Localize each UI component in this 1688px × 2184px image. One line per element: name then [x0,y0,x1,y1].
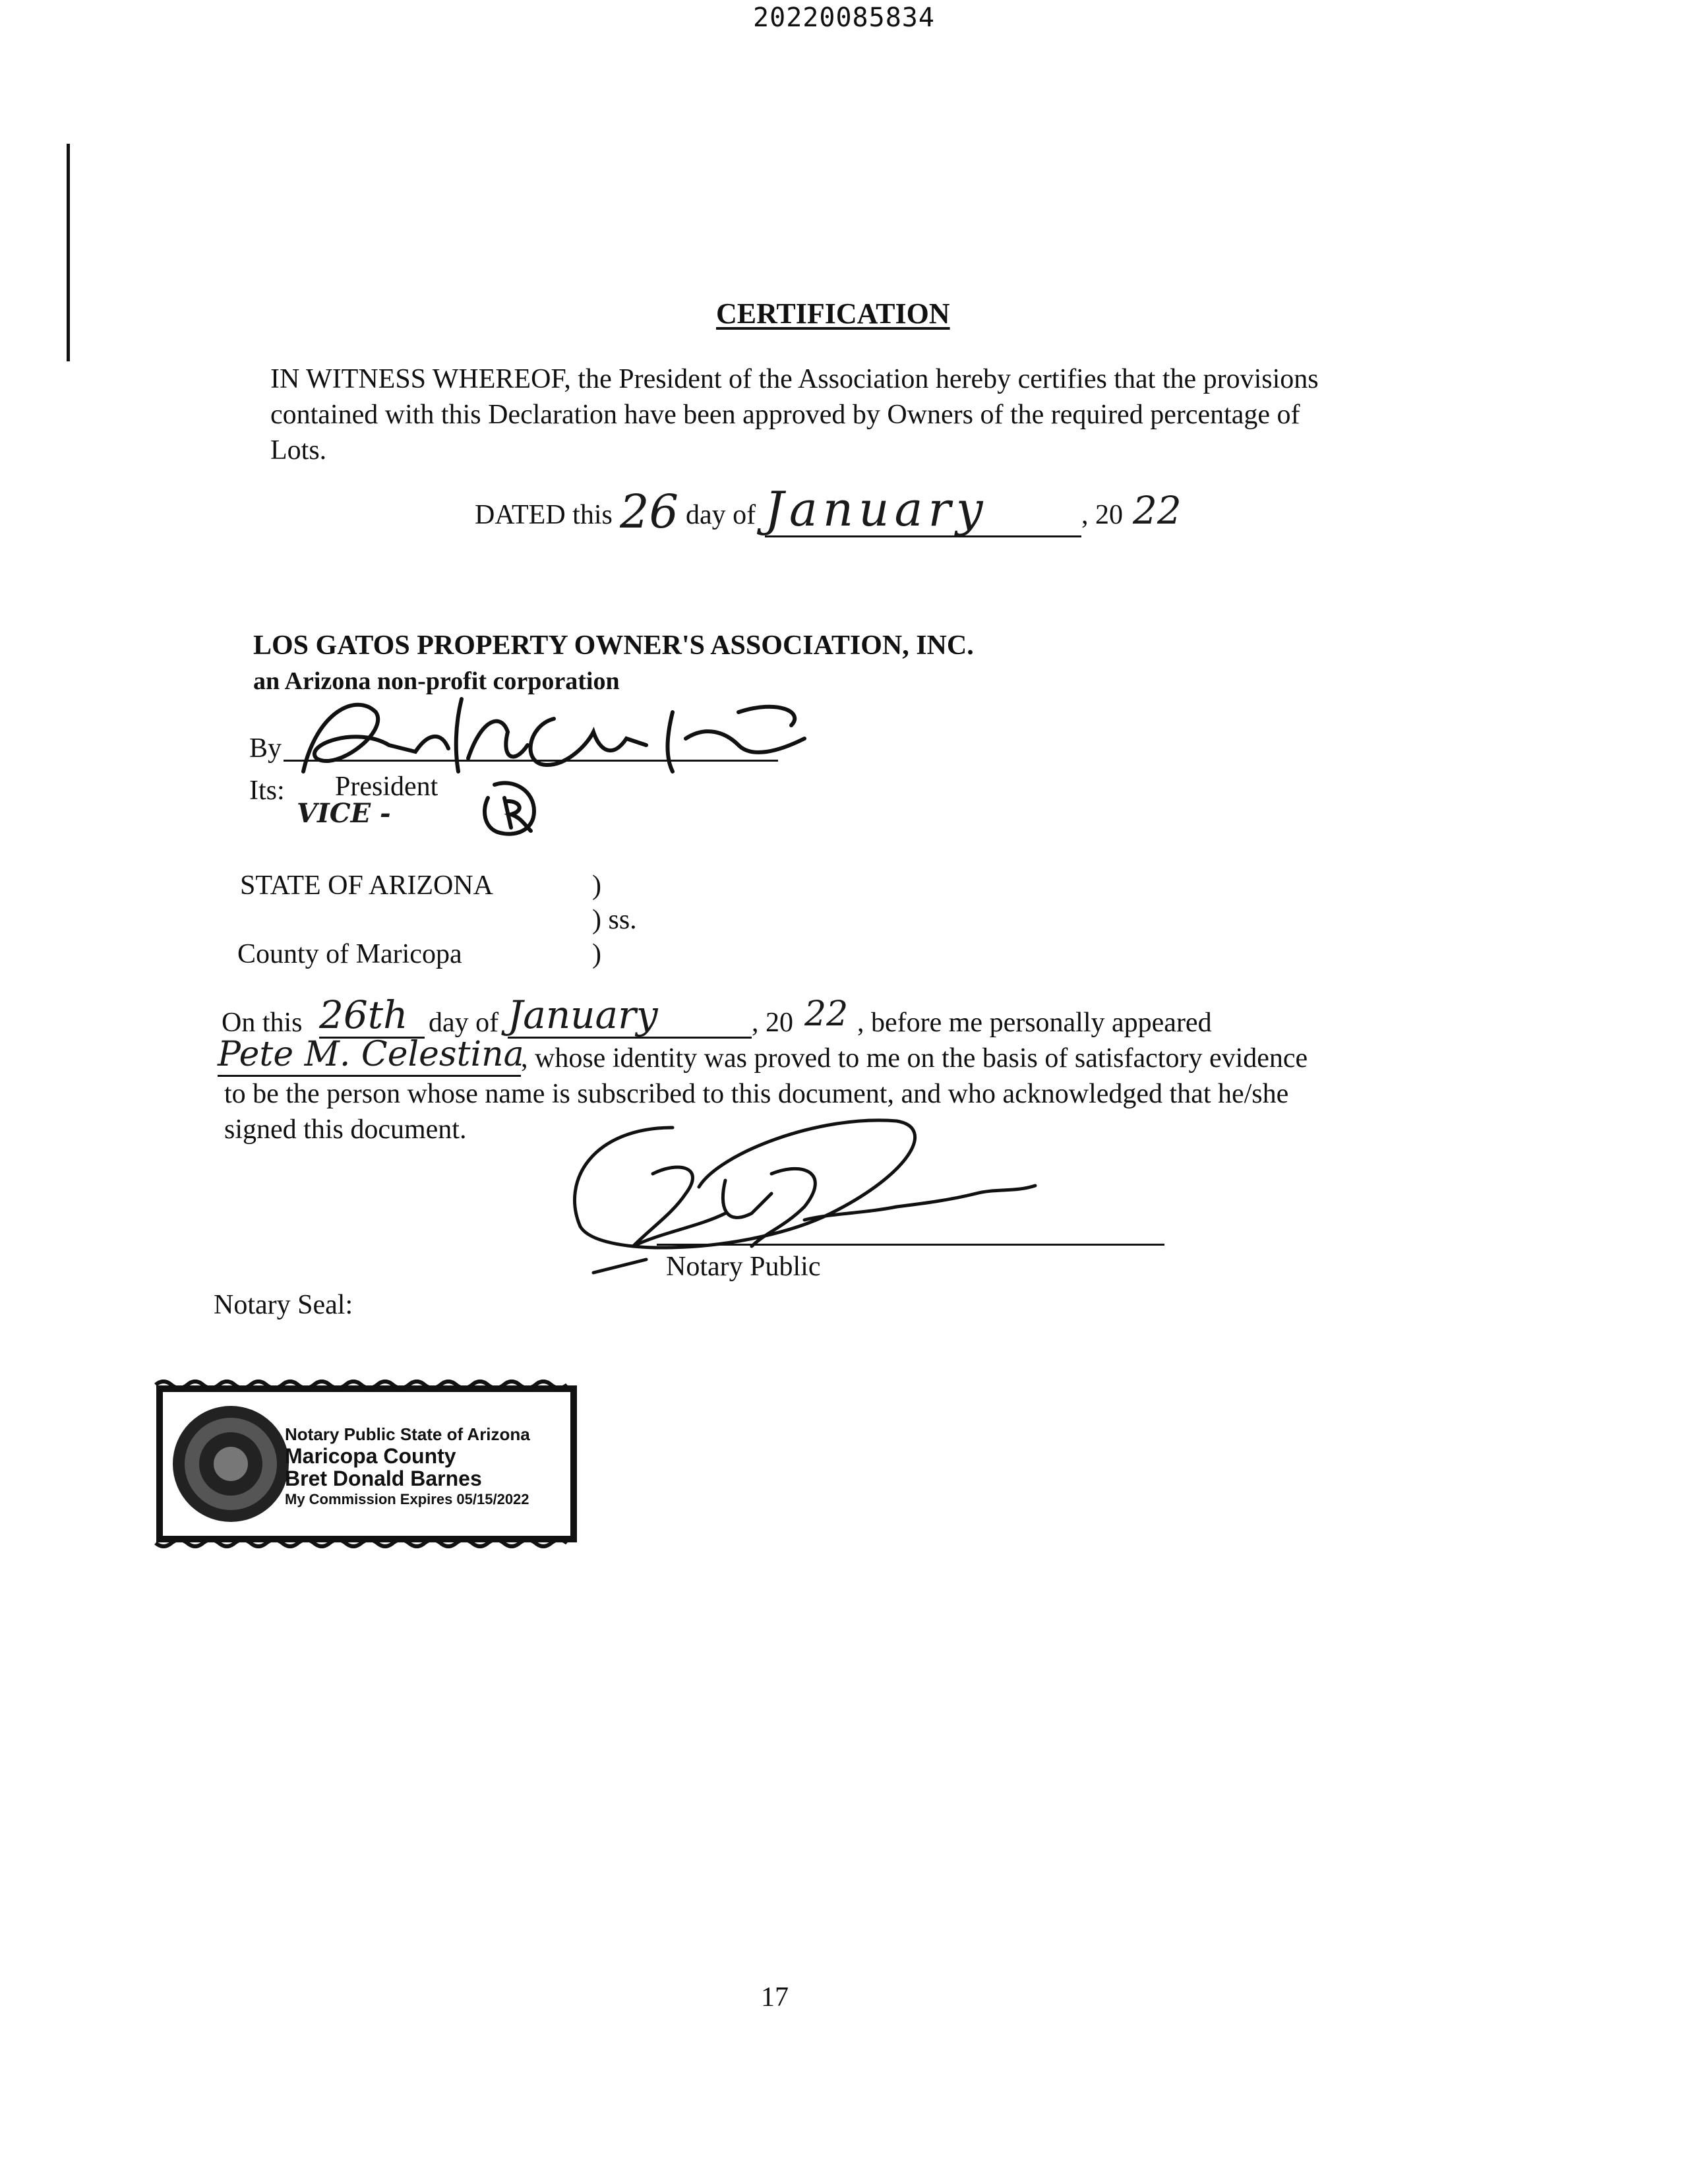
dated-day-handwritten: 26 [620,485,679,539]
certification-title: CERTIFICATION [716,297,950,330]
venue-county: County of Maricopa [237,939,462,969]
stamp-line1: Notary Public State of Arizona [285,1424,530,1444]
stamp-line2: Maricopa County [285,1444,456,1468]
its-label: Its: [249,775,285,806]
notary-signature-line [657,1244,1164,1246]
ack-year-handwritten: 22 [804,994,849,1034]
ack-day-of: day of [429,1008,499,1038]
initials-mark [475,772,547,844]
ack-line4: signed this document. [224,1114,467,1145]
title-printed: President [335,772,438,802]
notary-seal-label: Notary Seal: [214,1290,353,1320]
ack-on-this: On this [222,1008,303,1038]
ack-line2-rest: , whose identity was proved to me on the basis of satisfactory evidence [521,1043,1308,1074]
venue-state: STATE OF ARIZONA [240,870,493,901]
notary-public-label: Notary Public [666,1252,821,1282]
margin-scan-mark [67,144,70,361]
stamp-line3: Bret Donald Barnes [285,1467,482,1490]
title-handwritten: VICE - [297,798,391,829]
dated-label: DATED this [475,500,613,530]
dated-year-prefix: , 20 [1081,500,1123,530]
certification-para-line1: IN WITNESS WHEREOF, the President of the Association hereby certifies that the provisions [270,364,1319,394]
ack-after-year: , before me personally appeared [857,1008,1212,1038]
ack-line3: to be the person whose name is subscribed to this document, and who acknowledged that he/she [224,1079,1289,1109]
association-type: an Arizona non-profit corporation [253,667,620,695]
page-number: 17 [761,1982,789,2013]
ack-person-handwritten: Pete M. Celestina [218,1034,521,1077]
dated-month-handwritten: January [765,483,1081,537]
record-number: 20220085834 [753,3,935,33]
certification-para-line2: contained with this Declaration have been approved by Owners of the required percentage of [270,400,1300,430]
ack-day-handwritten: 26th [319,993,425,1039]
by-label: By [249,733,282,764]
certification-para-line3: Lots. [270,435,327,466]
venue-ss: ) ss. [592,905,637,935]
ack-year-prefix: , 20 [752,1008,793,1038]
ack-month-handwritten: January [508,993,752,1039]
dated-year-handwritten: 22 [1133,488,1182,533]
venue-paren-1: ) [592,870,601,901]
stamp-line4: My Commission Expires 05/15/2022 [285,1491,529,1507]
association-name: LOS GATOS PROPERTY OWNER'S ASSOCIATION, INC. [253,630,974,661]
dated-day-of: day of [686,500,756,530]
venue-paren-3: ) [592,939,601,969]
